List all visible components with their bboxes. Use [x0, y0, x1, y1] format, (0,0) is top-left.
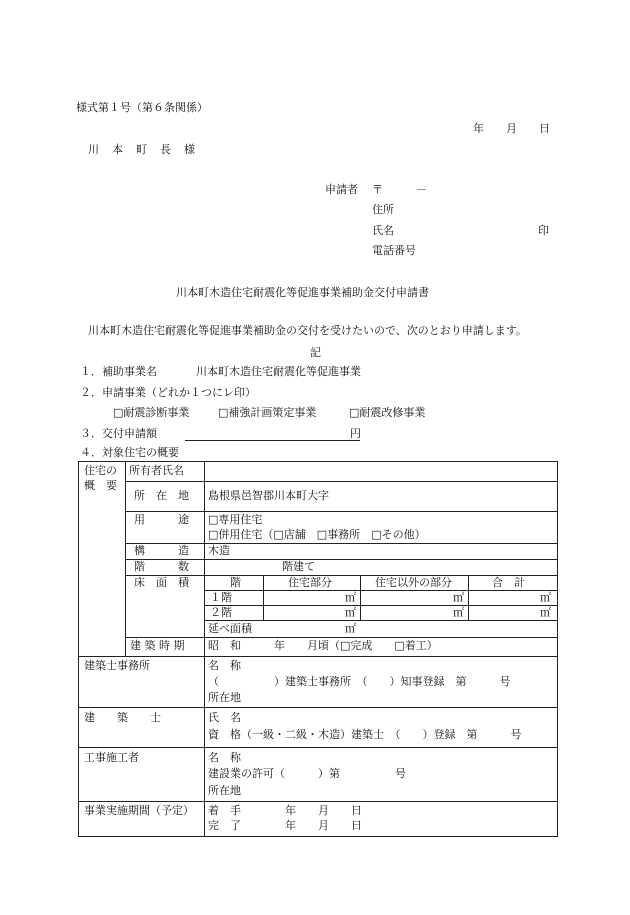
- form-number: 様式第１号（第６条関係）: [76, 101, 208, 114]
- location-value[interactable]: 島根県邑智郡川本町大字: [208, 489, 329, 502]
- intro-text: 川本町木造住宅耐震化等促進事業補助金の交付を受けたいので、次のとおり申請します。: [88, 324, 527, 337]
- floor-header-other: 住宅以外の部分: [375, 576, 452, 589]
- built-value[interactable]: 昭 和 年 月頃（□完成 □着工）: [208, 639, 438, 652]
- contractor-address[interactable]: 所在地: [208, 784, 241, 797]
- date-line: 年 月 日: [473, 122, 550, 135]
- amount-underline[interactable]: [185, 440, 360, 441]
- office-registration[interactable]: （ ）建築士事務所 （ ）知事登録 第 号: [208, 675, 511, 688]
- architect-name[interactable]: 氏 名: [208, 711, 241, 724]
- sqm-2-house[interactable]: ㎡: [345, 606, 356, 619]
- address-field: 住所: [372, 203, 394, 216]
- amount-unit: 円: [350, 427, 361, 440]
- sqm-1-total[interactable]: ㎡: [540, 591, 551, 604]
- floor-header-floor: 階: [230, 576, 241, 589]
- item3-label: ３．交付申請額: [80, 427, 157, 440]
- contractor-permit[interactable]: 建設業の許可（ ）第 号: [208, 767, 406, 780]
- postal-field: 〒 －: [372, 183, 427, 196]
- floor-header-total: 合 計: [492, 576, 525, 589]
- sqm-1-other[interactable]: ㎡: [453, 591, 464, 604]
- use-mixed[interactable]: □併用住宅（□店舗 □事務所 □その他）: [208, 528, 426, 541]
- office-address[interactable]: 所在地: [208, 691, 241, 704]
- seal-mark: 印: [538, 224, 549, 237]
- name-field: 氏名: [372, 224, 394, 237]
- use-label: 用 途: [134, 513, 189, 526]
- option-diagnosis[interactable]: □耐震診断事業: [113, 406, 190, 419]
- ki-mark: 記: [310, 346, 321, 359]
- item2-label: ２．申請事業（どれか１つにレ印）: [80, 386, 256, 399]
- addressee: 川 本 町 長 様: [88, 143, 196, 156]
- document-title: 川本町木造住宅耐震化等促進事業補助金交付申請書: [176, 286, 429, 299]
- sqm-1-house[interactable]: ㎡: [345, 591, 356, 604]
- structure-value: 木造: [208, 544, 230, 557]
- floor-area-label: 床 面 積: [134, 576, 189, 589]
- floor-header-house: 住宅部分: [288, 576, 332, 589]
- period-start[interactable]: 着 手 年 月 日: [208, 804, 362, 817]
- floor-row-2: ２階: [210, 606, 232, 619]
- housing-label-1: 住宅の: [84, 464, 117, 477]
- item1-value: 川本町木造住宅耐震化等促進事業: [196, 365, 361, 378]
- sqm-total-area[interactable]: ㎡: [345, 622, 356, 635]
- phone-field: 電話番号: [372, 244, 416, 257]
- floors-unit[interactable]: 階建て: [282, 560, 315, 573]
- contractor-name[interactable]: 名 称: [208, 751, 241, 764]
- option-retrofit[interactable]: □耐震改修事業: [349, 406, 426, 419]
- office-name[interactable]: 名 称: [208, 659, 241, 672]
- floor-row-1: １階: [210, 591, 232, 604]
- architect-label: 建 築 士: [84, 711, 161, 724]
- housing-label-2: 概 要: [84, 479, 117, 492]
- period-end[interactable]: 完 了 年 月 日: [208, 819, 362, 832]
- floors-label: 階 数: [134, 560, 189, 573]
- housing-table: [78, 461, 558, 837]
- location-label: 所 在 地: [134, 489, 189, 502]
- sqm-2-other[interactable]: ㎡: [453, 606, 464, 619]
- item4-label: ４．対象住宅の概要: [80, 446, 179, 459]
- option-plan[interactable]: □補強計画策定事業: [218, 406, 317, 419]
- architect-office-label: 建築士事務所: [84, 659, 150, 672]
- period-label: 事業実施期間（予定）: [84, 804, 194, 817]
- item1-label: １．補助事業名: [80, 365, 157, 378]
- owner-label: 所有者氏名: [129, 464, 184, 477]
- sqm-2-total[interactable]: ㎡: [540, 606, 551, 619]
- use-exclusive[interactable]: □専用住宅: [208, 513, 263, 526]
- built-label: 建 築 時 期: [130, 639, 185, 652]
- applicant-label: 申請者: [325, 183, 358, 196]
- architect-qualification[interactable]: 資 格（一級・二級・木造）建築士 （ ）登録 第 号: [208, 728, 522, 741]
- contractor-label: 工事施工者: [84, 751, 139, 764]
- total-area-label: 延べ面積: [208, 622, 252, 635]
- structure-label: 構 造: [134, 544, 189, 557]
